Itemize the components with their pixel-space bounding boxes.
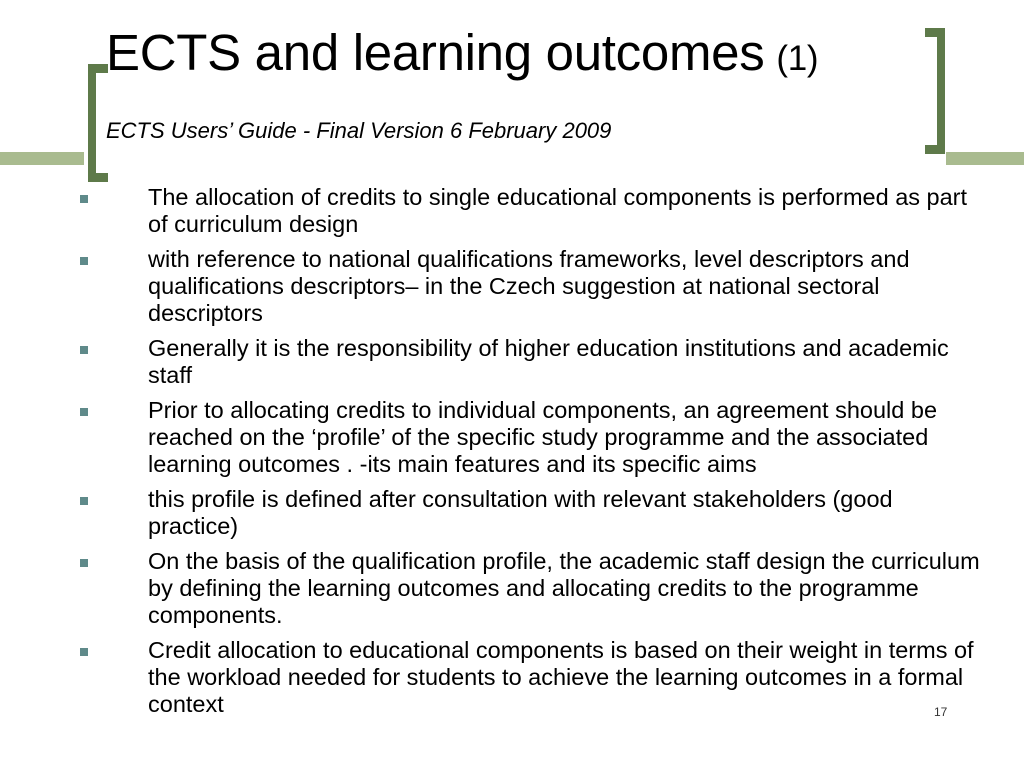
slide-title bbox=[106, 20, 818, 92]
left-bracket-decoration bbox=[88, 64, 108, 182]
page-number: 17 bbox=[934, 705, 948, 719]
bullet-text: Generally it is the responsibility of higher education institutions and academic staff bbox=[148, 335, 949, 388]
bullet-text: this profile is defined after consultation with relevant stakeholders (good practice) bbox=[148, 486, 893, 539]
square-bullet-icon bbox=[80, 559, 88, 567]
bullet-item bbox=[0, 637, 1024, 718]
bullet-item bbox=[0, 246, 1024, 327]
bullet-item bbox=[0, 548, 1024, 629]
bullet-list bbox=[0, 184, 1024, 726]
slide-title-text: ECTS and learning outcomes bbox=[106, 24, 765, 81]
slide-subtitle: ECTS Users’ Guide - Final Version 6 February 2009 bbox=[106, 118, 612, 143]
bullet-text: On the basis of the qualification profile, the academic staff design the curriculum by defining the learning outcomes and allocating credits to the programme components. bbox=[148, 548, 980, 628]
band-gap bbox=[84, 148, 946, 170]
bullet-item bbox=[0, 184, 1024, 238]
bullet-text: with reference to national qualifications frameworks, level descriptors and qualifications descriptors– in the Czech suggestion at national sectoral descriptors bbox=[148, 246, 910, 326]
bullet-text: Prior to allocating credits to individual components, an agreement should be reached on the ‘profile’ of the specific study programme and the associated learning outcomes . -its main features and its specific aims bbox=[148, 397, 938, 477]
square-bullet-icon bbox=[80, 408, 88, 416]
square-bullet-icon bbox=[80, 497, 88, 505]
square-bullet-icon bbox=[80, 257, 88, 265]
bullet-item bbox=[0, 335, 1024, 389]
bullet-item bbox=[0, 486, 1024, 540]
square-bullet-icon bbox=[80, 648, 88, 656]
square-bullet-icon bbox=[80, 346, 88, 354]
square-bullet-icon bbox=[80, 195, 88, 203]
bullet-text: Credit allocation to educational components is based on their weight in terms of the workload needed for students to achieve the learning outcomes in a formal context bbox=[148, 637, 974, 717]
right-bracket-decoration bbox=[925, 28, 945, 154]
slide-title-number: (1) bbox=[776, 39, 819, 78]
bullet-text: The allocation of credits to single educational components is performed as part of curriculum design bbox=[148, 184, 968, 237]
bullet-item bbox=[0, 397, 1024, 478]
